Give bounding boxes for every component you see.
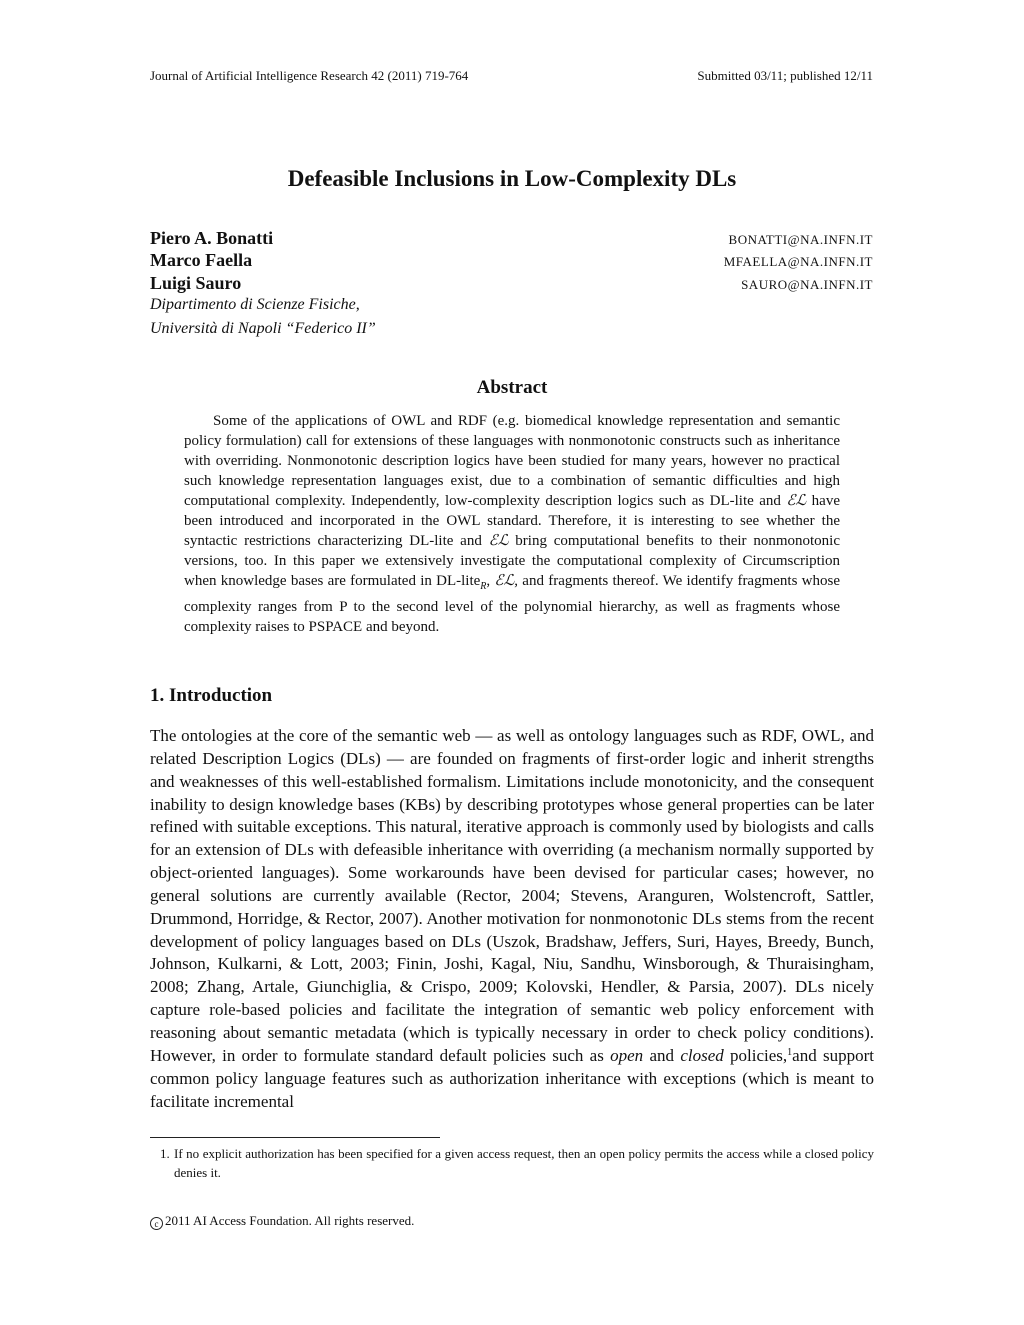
footnote: [160, 1144, 874, 1182]
author-name: Piero A. Bonatti: [150, 228, 274, 248]
paper-title: Defeasible Inclusions in Low-Complexity DLs: [287, 166, 737, 191]
affiliation-department: Dipartimento di Scienze Fisiche,: [150, 296, 360, 313]
abstract-text: Some of the applications of OWL and RDF (e.g. biomedical knowledge representation and semantic policy formulation) call for extensions of these languages with nonmonotonic constructs such as inheritance with overriding. Nonmonotonic description logics have been studied for many years, however no practical such knowledge representation languages exist, due to a combination of semantic difficulties and high computational complexity. Independently, low-complexity description logics such as DL-lite and ℰℒ have been introduced and incorporated in the OWL standard. Therefore, it is interesting to see whether the syntactic restrictions characterizing DL-lite and ℰℒ bring computational benefits to their nonmonotonic versions, too. In this paper we extensively investigate the computational complexity of Circumscription when knowledge bases are formulated in DL-lite$_R$, ℰℒ, and fragments thereof. We identify fragments whose complexity ranges from P to the second level of the polynomial hierarchy, as well as fragments whose complexity raises to PSPACE and beyond.: [184, 413, 841, 635]
submission-dates: Submitted 03/11; published 12/11: [697, 68, 873, 83]
introduction-text: The ontologies at the core of the semantic web — as well as ontology languages such as RDF, OWL, and related Description Logics (DLs) — are founded on fragments of first-order logic and inherit strengths and weaknesses of this well-established formalism. Limitations include monotonicity, and the consequent inability to design knowledge bases (KBs) by describing prototypes whose general properties can be later refined with suitable exceptions. This natural, iterative approach is commonly used by biologists and calls for an extension of DLs with defeasible inheritance with overriding (a mechanism normally supported by object-oriented languages). Some workarounds have been devised for particular cases; however, no general solutions are currently available (Rector, 2004; Stevens, Aranguren, Wolstencroft, Sattler, Drummond, Horridge, & Rector, 2007). Another motivation for nonmonotonic DLs stems from the recent development of policy languages based on DLs (Uszok, Bradshaw, Jeffers, Suri, Hayes, Breedy, Bunch, Johnson, Kulkarni, & Lott, 2003; Finin, Joshi, Kagal, Niu, Sandhu, Winsborough, & Thuraisingham, 2008; Zhang, Artale, Giunchiglia, & Crispo, 2009; Kolovski, Hendler, & Parsia, 2007). DLs nicely capture role-based policies and facilitate the integration of semantic web policy enforcement with reasoning about semantic metadata (which is typically necessary in order to check policy conditions). However, in order to formulate standard default policies such as open and closed policies,$^1$and support common policy language features such as authorization inheritance with exceptions (which is meant to facilitate incremental: [150, 726, 875, 1111]
copyright-icon: c: [150, 1217, 163, 1230]
footnote-text: If no explicit authorization has been specified for a given access request, then an open policy permits the access while a closed policy denies it.: [174, 1146, 874, 1180]
footnote-divider: [150, 1137, 440, 1138]
author-name: Luigi Sauro: [150, 273, 242, 293]
section-heading: 1. Introduction: [150, 685, 273, 706]
abstract-heading: Abstract: [476, 377, 548, 398]
author-email: SAURO@NA.INFN.IT: [741, 277, 873, 292]
footnote-number: 1.: [160, 1146, 170, 1161]
author-email: MFAELLA@NA.INFN.IT: [723, 254, 873, 269]
author-name: Marco Faella: [150, 250, 253, 270]
author-email: BONATTI@NA.INFN.IT: [728, 232, 873, 247]
copyright-notice: c 2011 AI Access Foundation. All rights reserved.: [150, 1213, 414, 1230]
footnote-marker: 1: [787, 1046, 793, 1058]
affiliation-university: Università di Napoli “Federico II”: [150, 320, 376, 337]
journal-header: Journal of Artificial Intelligence Research 42 (2011) 719-764: [150, 68, 469, 83]
